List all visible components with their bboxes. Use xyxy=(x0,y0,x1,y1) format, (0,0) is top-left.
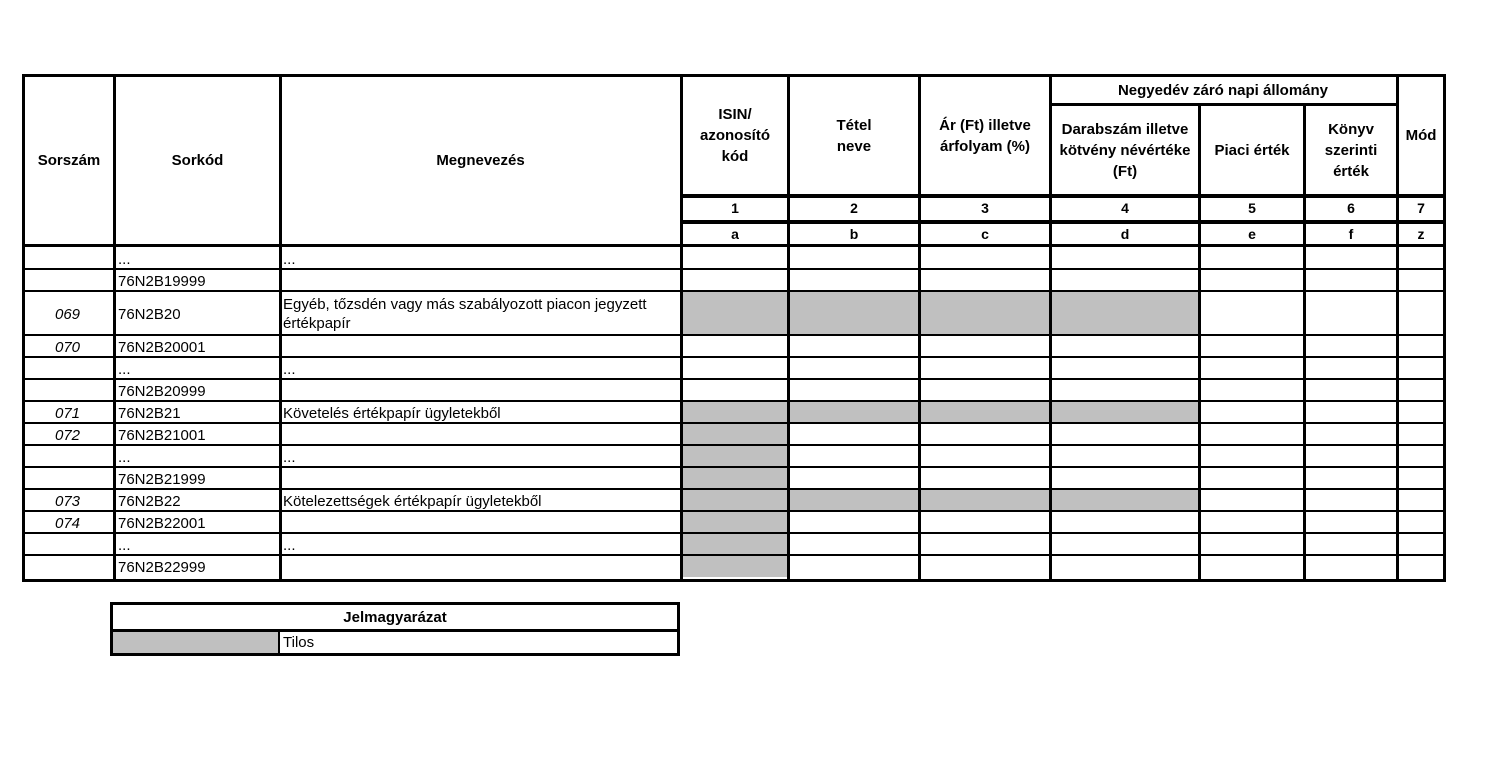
column-letter-1: a xyxy=(731,226,739,242)
column-number-5: 5 xyxy=(1248,200,1256,216)
header-konyv: Könyv szerinti érték xyxy=(1324,120,1378,180)
legend xyxy=(110,602,680,656)
row-sorkod: ... xyxy=(118,250,131,268)
column-letter-3: c xyxy=(981,226,989,242)
legend-grey-swatch xyxy=(113,632,278,653)
row-megnevezes: Egyéb, tőzsdén vagy más szabályozott piacon jegyzett értékpapír xyxy=(283,296,647,332)
header-isin: ISIN/ azonosító kód xyxy=(700,106,770,165)
table-row xyxy=(25,247,1443,269)
row-sorkod: 76N2B22999 xyxy=(118,558,206,576)
table-row xyxy=(25,555,1443,577)
column-number-2: 2 xyxy=(850,200,858,216)
row-sorszam: 071 xyxy=(55,404,81,422)
table-row xyxy=(25,489,1443,511)
header-mod: Mód xyxy=(1405,127,1437,144)
data-table xyxy=(22,74,1446,582)
row-sorkod: 76N2B19999 xyxy=(118,272,206,290)
row-sorkod: 76N2B20 xyxy=(118,305,181,323)
column-number-4: 4 xyxy=(1121,200,1129,216)
table-row xyxy=(25,533,1443,555)
row-megnevezes: Kötelezettségek értékpapír ügyletekből xyxy=(283,492,542,510)
header-sorkod: Sorkód xyxy=(171,152,224,169)
header-group: Negyedév záró napi állomány xyxy=(1117,81,1329,99)
row-sorkod: ... xyxy=(118,360,131,378)
row-megnevezes: ... xyxy=(283,536,296,554)
column-letter-2: b xyxy=(849,226,859,242)
column-letter-5: e xyxy=(1248,226,1256,242)
row-sorszam: 070 xyxy=(55,338,81,356)
header-tetel: Tétel neve xyxy=(836,116,872,155)
table-row xyxy=(25,379,1443,401)
row-sorkod: 76N2B21001 xyxy=(118,426,206,444)
row-sorszam: 074 xyxy=(55,514,81,532)
row-sorkod: 76N2B21999 xyxy=(118,470,206,488)
column-number-7: 7 xyxy=(1417,200,1425,216)
row-sorkod: 76N2B21 xyxy=(118,404,181,422)
row-sorkod: 76N2B20001 xyxy=(118,338,206,356)
column-letter-6: f xyxy=(1348,226,1354,242)
header-darab: Darabszám illetve kötvény névértéke (Ft) xyxy=(1059,120,1191,180)
row-sorkod: 76N2B20999 xyxy=(118,382,206,400)
table-row xyxy=(25,269,1443,291)
table-row xyxy=(25,335,1443,357)
table-row xyxy=(25,511,1443,533)
column-number-6: 6 xyxy=(1347,200,1355,216)
row-sorkod: 76N2B22001 xyxy=(118,514,206,532)
header-sorszam: Sorszám xyxy=(37,152,101,169)
row-sorszam: 073 xyxy=(55,492,81,510)
column-number-1: 1 xyxy=(731,200,739,216)
table-row xyxy=(25,401,1443,423)
table-row xyxy=(25,467,1443,489)
table-row xyxy=(25,291,1443,335)
header-piaci: Piaci érték xyxy=(1214,141,1290,159)
header-megnevezes: Megnevezés xyxy=(436,152,525,169)
header-ar: Ár (Ft) illetve árfolyam (%) xyxy=(939,116,1031,155)
legend-title: Jelmagyarázat xyxy=(343,608,447,626)
row-megnevezes: Követelés értékpapír ügyletekből xyxy=(283,404,501,422)
legend-label-tilos: Tilos xyxy=(283,634,315,651)
column-letter-7: z xyxy=(1417,226,1425,242)
row-sorkod: ... xyxy=(118,536,131,554)
row-sorszam: 072 xyxy=(55,426,81,444)
table-row xyxy=(25,423,1443,445)
row-sorkod: 76N2B22 xyxy=(118,492,181,510)
row-sorszam: 069 xyxy=(55,305,81,323)
table-row xyxy=(25,445,1443,467)
column-number-3: 3 xyxy=(981,200,989,216)
row-megnevezes: ... xyxy=(283,448,296,466)
table-row xyxy=(25,357,1443,379)
row-sorkod: ... xyxy=(118,448,131,466)
row-megnevezes: ... xyxy=(283,250,296,268)
column-letter-4: d xyxy=(1120,226,1130,242)
row-megnevezes: ... xyxy=(283,360,296,378)
